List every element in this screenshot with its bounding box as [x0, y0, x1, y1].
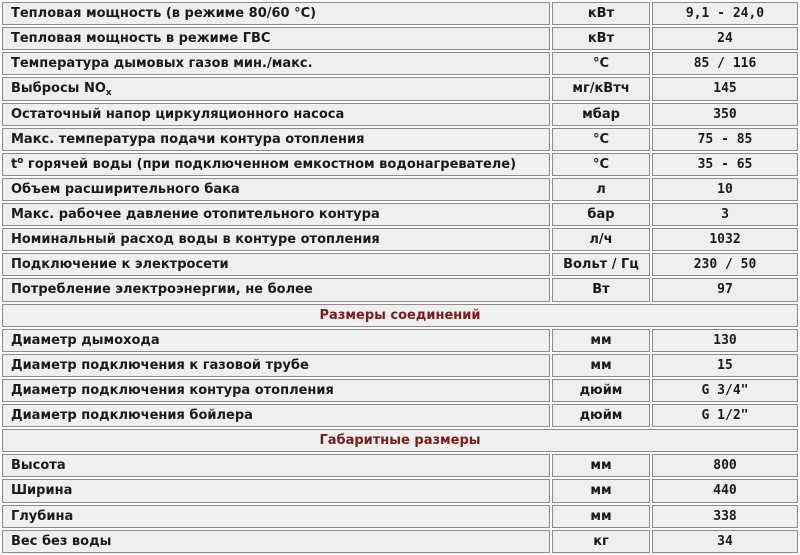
param-unit: дюйм [552, 379, 650, 402]
param-unit: кг [552, 530, 650, 553]
param-name: Тепловая мощность в режиме ГВС [2, 27, 550, 50]
param-unit: мм [552, 329, 650, 352]
param-value: 15 [652, 354, 798, 377]
table-row [2, 479, 798, 502]
section-title-dimensions: Габаритные размеры [2, 429, 798, 452]
table-row [2, 203, 798, 226]
param-name: Номинальный расход воды в контуре отопления [2, 228, 550, 251]
table-row [2, 27, 798, 50]
param-value: 24 [652, 27, 798, 50]
section-header-row [2, 429, 798, 452]
param-value: 230 / 50 [652, 253, 798, 276]
section-title-connections: Размеры соединений [2, 304, 798, 327]
table-row [2, 404, 798, 427]
table-row [2, 228, 798, 251]
table-row [2, 128, 798, 151]
param-unit: л/ч [552, 228, 650, 251]
param-unit: мбар [552, 103, 650, 126]
param-unit: кВт [552, 2, 650, 25]
param-unit: бар [552, 203, 650, 226]
param-unit: °С [552, 128, 650, 151]
table-row [2, 253, 798, 276]
table-row [2, 379, 798, 402]
param-value: 145 [652, 77, 798, 100]
param-name: Высота [2, 454, 550, 477]
param-name: Ширина [2, 479, 550, 502]
param-value: 97 [652, 278, 798, 301]
param-value: 9,1 - 24,0 [652, 2, 798, 25]
param-unit: °С [552, 52, 650, 75]
param-name: Диаметр дымохода [2, 329, 550, 352]
param-name: Вес без воды [2, 530, 550, 553]
param-value: 350 [652, 103, 798, 126]
param-name-superscript: о [17, 155, 24, 166]
param-name: Макс. рабочее давление отопительного контура [2, 203, 550, 226]
param-name: Объем расширительного бака [2, 178, 550, 201]
table-row [2, 178, 798, 201]
param-unit: мм [552, 454, 650, 477]
param-name: Глубина [2, 505, 550, 528]
param-value: 130 [652, 329, 798, 352]
param-name-main: Выбросы NO [11, 81, 106, 97]
param-value: 34 [652, 530, 798, 553]
param-name-rest: горячей воды (при подключенном емкостном водонагревателе) [23, 156, 517, 172]
param-name-subscript: x [105, 88, 112, 99]
param-unit: Вт [552, 278, 650, 301]
param-name: Остаточный напор циркуляционного насоса [2, 103, 550, 126]
param-value: G 1/2" [652, 404, 798, 427]
param-value: G 3/4" [652, 379, 798, 402]
param-value: 85 / 116 [652, 52, 798, 75]
param-unit: мм [552, 354, 650, 377]
param-name: Подключение к электросети [2, 253, 550, 276]
param-value: 440 [652, 479, 798, 502]
section-header-row [2, 304, 798, 327]
param-value: 338 [652, 505, 798, 528]
table-row [2, 52, 798, 75]
param-value: 10 [652, 178, 798, 201]
param-name: Тепловая мощность (в режиме 80/60 °С) [2, 2, 550, 25]
param-value: 35 - 65 [652, 153, 798, 176]
table-row [2, 454, 798, 477]
param-name: Диаметр подключения бойлера [2, 404, 550, 427]
param-name: Диаметр подключения к газовой трубе [2, 354, 550, 377]
param-name: Макс. температура подачи контура отопления [2, 128, 550, 151]
param-unit: мг/кВтч [552, 77, 650, 100]
table-row [2, 2, 798, 25]
table-row [2, 530, 798, 553]
param-value: 3 [652, 203, 798, 226]
param-name: Температура дымовых газов мин./макс. [2, 52, 550, 75]
param-unit: мм [552, 479, 650, 502]
table-row [2, 329, 798, 352]
param-value: 1032 [652, 228, 798, 251]
table-row [2, 77, 798, 100]
param-unit: мм [552, 505, 650, 528]
param-unit: л [552, 178, 650, 201]
param-value: 75 - 85 [652, 128, 798, 151]
param-name [2, 153, 550, 176]
param-name [2, 77, 550, 100]
param-unit: Вольт / Гц [552, 253, 650, 276]
param-unit: дюйм [552, 404, 650, 427]
param-name: Диаметр подключения контура отопления [2, 379, 550, 402]
table-row [2, 278, 798, 301]
param-name: Потребление электроэнергии, не более [2, 278, 550, 301]
param-name-prefix: t [11, 156, 18, 172]
param-value: 800 [652, 454, 798, 477]
param-unit: °С [552, 153, 650, 176]
param-unit: кВт [552, 27, 650, 50]
table-row [2, 103, 798, 126]
table-row [2, 153, 798, 176]
table-row [2, 354, 798, 377]
table-row [2, 505, 798, 528]
